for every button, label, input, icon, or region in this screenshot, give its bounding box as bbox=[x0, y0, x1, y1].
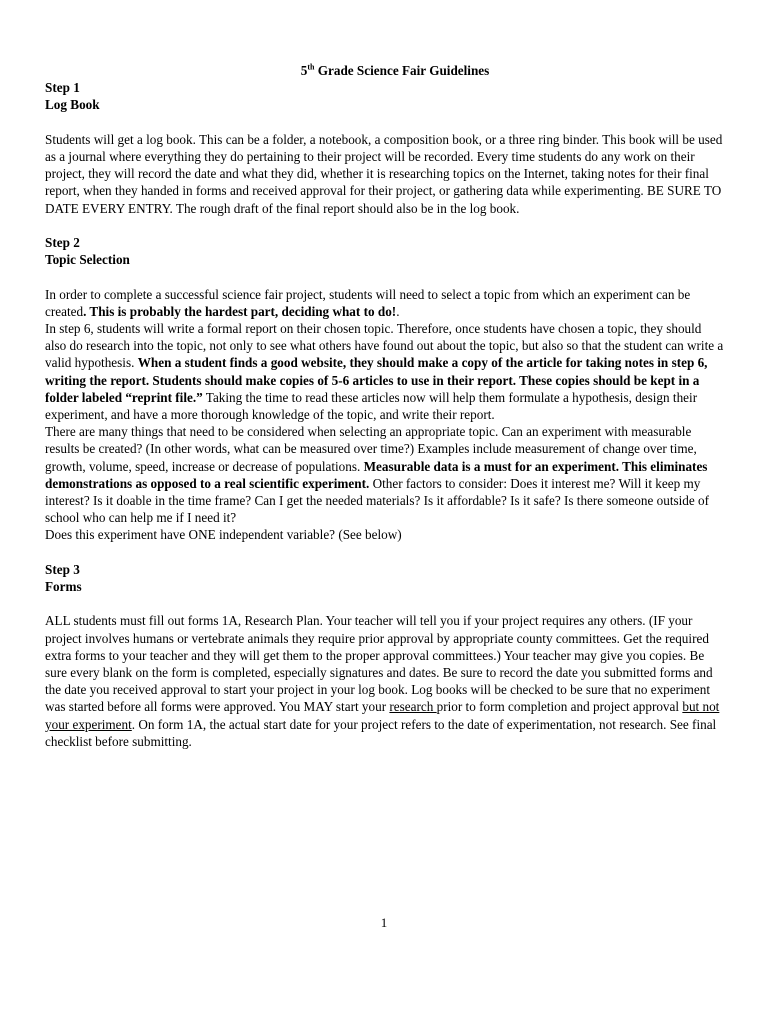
title-superscript: th bbox=[307, 62, 315, 72]
step3-heading: Forms bbox=[45, 579, 82, 595]
step2-paragraph-2: In step 6, students will write a formal report on their chosen topic. Therefore, once students have chosen a topic, they should also do research into the topic, not only to see what others have found out about the topic, but also so that the student can write a valid hypothesis. When a student finds a good website, they should make a copy of the article for taking notes in step 6, writing the report. Students should make copies of 5-6 articles to use in their report. These copies should be kept in a folder labeled “reprint file.” Taking the time to read these articles now will help them formulate a hypothesis, design their experiment, and have a more thorough knowledge of the topic, and write their report. bbox=[45, 321, 724, 423]
step2-number: Step 2 bbox=[45, 235, 80, 250]
step2-heading: Topic Selection bbox=[45, 252, 130, 268]
step2-paragraph-3: There are many things that need to be considered when selecting an appropriate topic. Can an experiment with measurable results be created? (In other words, what can be measured over time?) Examples include measurement of change over time, growth, volume, speed, increase or decrease of populations. Measurable data is a must for an experiment. This eliminates demonstrations as opposed to a real scientific experiment. Other factors to consider: Does it interest me? Will it keep my interest? Is it doable in the time frame? Can I get the needed materials? Is it affordable? Is it safe? Is there someone outside of school who can help me if I need it? bbox=[45, 424, 710, 526]
step3-paragraph: ALL students must fill out forms 1A, Research Plan. Your teacher will tell you if your project requires any others. (IF your project involves humans or vertebrate animals they require prior approval by appropriate county committees. Get the required extra forms to your teacher and they will get them to the proper approval committees.) Your teacher may give you copies. Be sure every blank on the form is completed, especially signatures and dates. Be sure to record the date you submitted forms and the date you received approval to start your project in your log book. Log books will be checked to be sure that no experiment was started before all forms were approved. You MAY start your research prior to form completion and project approval but not your experiment. On form 1A, the actual start date for your project refers to the date of experimentation, not research. See final checklist before submitting. bbox=[45, 613, 720, 749]
document-page bbox=[45, 62, 725, 750]
document-title: 5th Grade Science Fair Guidelines bbox=[300, 62, 490, 78]
page-number: 1 bbox=[380, 915, 388, 930]
step2-paragraph-4: Does this experiment have ONE independent variable? (See below) bbox=[45, 527, 402, 543]
step2-paragraph-1: In order to complete a successful science fair project, students will need to select a topic from which an experiment can be created. This is probably the hardest part, deciding what to do!. bbox=[45, 286, 691, 319]
step1-paragraph: Students will get a log book. This can be a folder, a notebook, a composition book, or a three ring binder. This book will be used as a journal where everything they do pertaining to their project will be recorded. Every time students do any work on their project, they will record the date and what they did, whether it is researching topics on the Internet, taking notes for their final report, when they handed in forms and received approval for their project, or gathering data while experimenting. BE SURE TO DATE EVERY ENTRY. The rough draft of the final report should also be in the log book. bbox=[45, 131, 723, 216]
step3-number: Step 3 bbox=[45, 561, 80, 577]
step1-number: Step 1 bbox=[45, 80, 80, 96]
step1-heading: Log Book bbox=[45, 97, 100, 113]
